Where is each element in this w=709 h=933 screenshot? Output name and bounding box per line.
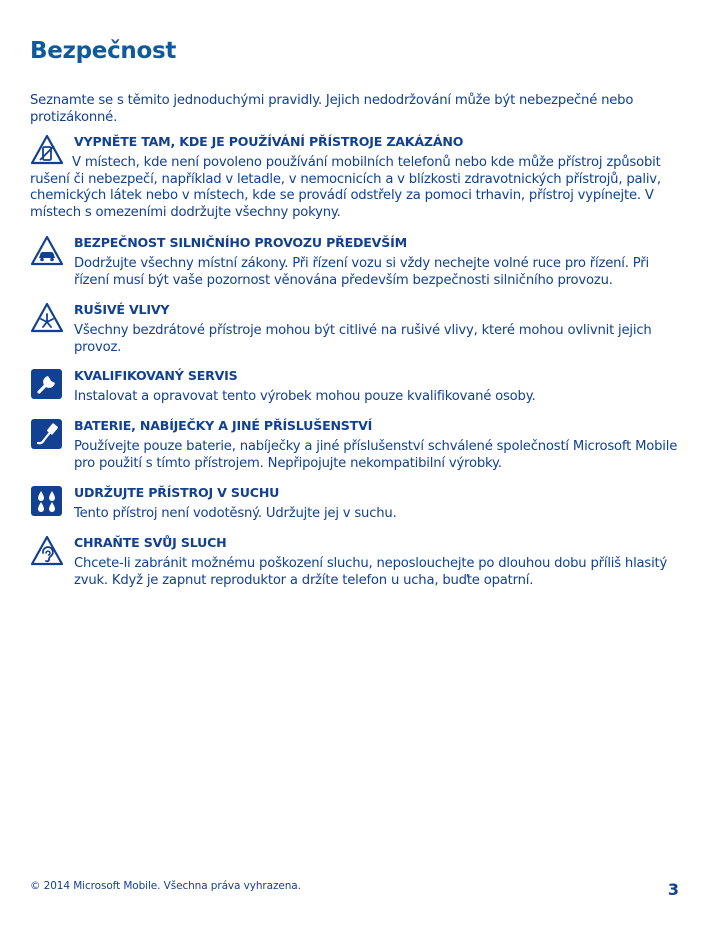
section-body: Používejte pouze baterie, nabíječky a jiné příslušenství schválené společností Microsoft Mobile pro použití s tímto přístrojem. Nepřipojujte nekompatibilní výrobky. [74, 439, 678, 471]
section-heading: BATERIE, NABÍJEČKY A JINÉ PŘÍSLUŠENSTVÍ [74, 418, 373, 433]
section-heading: UDRŽUJTE PŘÍSTROJ V SUCHU [74, 485, 280, 500]
page-title: Bezpečnost [30, 38, 177, 64]
safety-section-dry [30, 485, 682, 523]
section-body: Tento přístroj není vodotěsný. Udržujte jej v suchu. [74, 506, 397, 521]
charger-plug-icon [30, 418, 64, 450]
safety-section-interference [30, 302, 682, 356]
road-safety-icon [30, 235, 64, 267]
safety-section-service [30, 368, 682, 406]
section-body: V místech, kde není povoleno používání mobilních telefonů nebo kde může přístroj způsobit rušení či nebezpečí, například v letadle, v nemocnicích a v blízkosti zdravotnických přístrojů, paliv, chemických látek nebo v místech, kde se provádí odstřely za pomoci trhavin, přístroj vypínejte. V místech s omezeními dodržujte všechny pokyny. [30, 155, 661, 220]
safety-section-accessories [30, 418, 682, 472]
section-heading: VYPNĚTE TAM, KDE JE POUŽÍVÁNÍ PŘÍSTROJE ZAKÁZÁNO [74, 134, 464, 149]
page-number: 3 [667, 880, 679, 899]
safety-section-road [30, 235, 682, 289]
service-wrench-icon [30, 368, 64, 400]
intro-text: Seznamte se s těmito jednoduchými pravidly. Jejich nedodržování může být nebezpečné nebo protizákonné. [30, 93, 634, 125]
switch-off-icon [30, 134, 64, 166]
safety-section-hearing [30, 535, 682, 589]
section-heading: CHRAŇTE SVŮJ SLUCH [74, 535, 227, 550]
hearing-icon [30, 535, 64, 567]
section-body: Všechny bezdrátové přístroje mohou být citlivé na rušivé vlivy, které mohou ovlivnit jejich provoz. [74, 323, 652, 355]
interference-icon [30, 302, 64, 334]
water-drops-icon [30, 485, 64, 517]
section-body: Instalovat a opravovat tento výrobek mohou pouze kvalifikované osoby. [74, 389, 536, 404]
safety-section-switch-off [30, 134, 682, 221]
copyright-footer: © 2014 Microsoft Mobile. Všechna práva vyhrazena. [30, 880, 301, 892]
section-body: Dodržujte všechny místní zákony. Při řízení vozu si vždy nechejte volné ruce pro řízení. Při řízení musí být vaše pozornost věnována především bezpečnosti silničního provozu. [74, 256, 649, 288]
section-heading: RUŠIVÉ VLIVY [74, 302, 170, 317]
section-heading: KVALIFIKOVANÝ SERVIS [74, 368, 238, 383]
section-body: Chcete-li zabránit možnému poškození sluchu, neposlouchejte po dlouhou dobu příliš hlasitý zvuk. Když je zapnut reproduktor a držíte telefon u ucha, buďte opatrní. [74, 556, 668, 588]
section-heading: BEZPEČNOST SILNIČNÍHO PROVOZU PŘEDEVŠÍM [74, 235, 407, 250]
